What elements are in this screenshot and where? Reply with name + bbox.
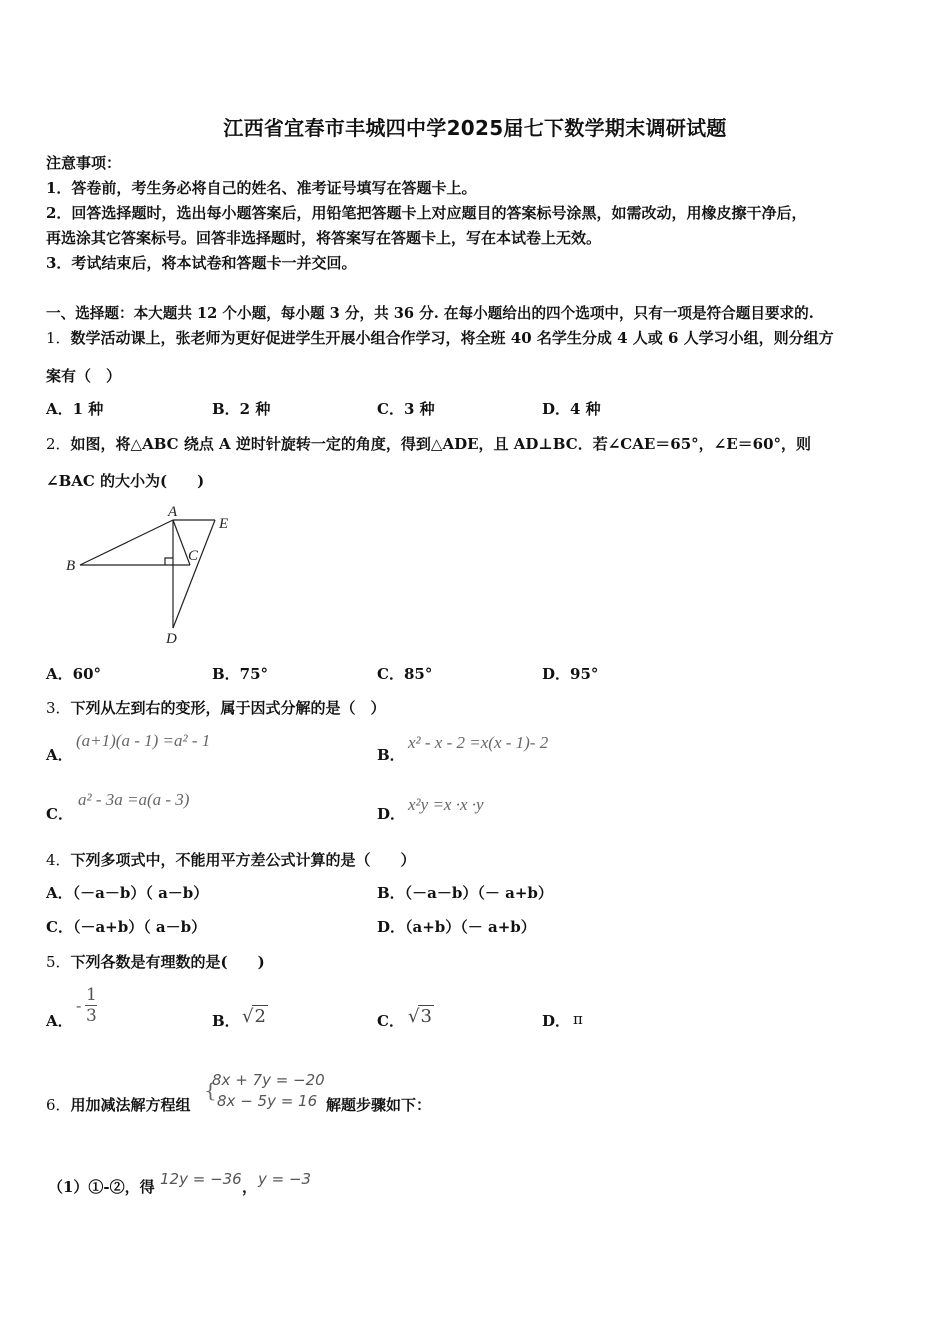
- question-1-number: 1．: [46, 329, 71, 347]
- question-6-stem-pre: [46, 1094, 191, 1115]
- question-2-option-a[interactable]: A．60°: [46, 665, 102, 683]
- question-2-line-1: [46, 433, 811, 454]
- question-4-text: 下列多项式中，不能用平方差公式计算的是（ ）: [70, 851, 416, 869]
- question-2-option-c[interactable]: C．85°: [377, 665, 433, 683]
- question-1-option-b[interactable]: B．2 种: [212, 400, 271, 418]
- label-C: C: [188, 548, 199, 564]
- question-3-option-d-label[interactable]: D．: [377, 805, 406, 823]
- fraction-one-third: [85, 985, 97, 1026]
- question-5-option-b-value: [242, 1005, 268, 1027]
- equation-2: 8x − 5y = 16: [217, 1092, 318, 1110]
- exam-title: 江西省宜春市丰城四中学2025届七下数学期末调研试题: [223, 116, 727, 140]
- label-D: D: [166, 631, 177, 647]
- question-1-line-2: 案有（ ）: [46, 367, 122, 385]
- question-5-stem: [46, 951, 265, 972]
- question-5-option-d-label[interactable]: D．: [542, 1012, 571, 1030]
- label-E: E: [219, 516, 229, 532]
- question-6-text: 用加减法解方程组: [70, 1096, 191, 1114]
- question-1-line-1: [46, 327, 834, 348]
- question-1-option-d[interactable]: D．4 种: [542, 400, 601, 418]
- step-1-expression-1: 12y = −36: [160, 1170, 242, 1188]
- notice-item-2-line-1: 2．回答选择题时，选出每小题答案后，用铅笔把答题卡上对应题目的答案标号涂黑，如需改动，用橡皮擦干净后，: [46, 204, 807, 222]
- notice-item-3: 3．考试结束后，将本试卷和答题卡一并交回。: [46, 254, 357, 272]
- question-3-option-a-expression: (a+1)(a - 1) =a² - 1: [76, 731, 211, 750]
- question-3-text: 下列从左到右的变形，属于因式分解的是（ ）: [70, 699, 386, 717]
- question-5-option-c-label[interactable]: C．: [377, 1012, 404, 1030]
- question-4-option-d[interactable]: D．（a+b）（－ a+b）: [377, 918, 536, 936]
- triangle-rotation-figure: [60, 500, 250, 650]
- question-5-option-b-label[interactable]: B．: [212, 1012, 240, 1030]
- question-5-number: 5．: [46, 953, 71, 971]
- sqrt-3: √3: [408, 1006, 432, 1027]
- question-1-option-c[interactable]: C．3 种: [377, 400, 435, 418]
- question-4-option-a[interactable]: A．（－a－b）（ a－b）: [46, 884, 209, 902]
- question-5-option-a-value: [76, 985, 97, 1026]
- sqrt-2: √2: [242, 1006, 266, 1027]
- question-4-stem: [46, 849, 416, 870]
- section-heading: 一、选择题：本大题共 12 个小题，每小题 3 分，共 36 分. 在每小题给出的四个选项中，只有一项是符合题目要求的.: [46, 305, 814, 322]
- step-1-label: （1）①-②，得: [48, 1178, 155, 1196]
- question-3-option-c-expression: a² - 3a =a(a - 3): [78, 790, 190, 809]
- notice-item-1: 1．答卷前，考生务必将自己的姓名、准考证号填写在答题卡上。: [46, 179, 477, 197]
- question-3-option-a-label[interactable]: A．: [46, 746, 73, 764]
- question-5-option-d-value: π: [573, 1010, 583, 1028]
- question-1-option-a[interactable]: A．1 种: [46, 400, 104, 418]
- question-4-option-b[interactable]: B．（－a－b）（－ a+b）: [377, 884, 553, 902]
- question-5-text: 下列各数是有理数的是( ): [70, 953, 265, 971]
- question-3-option-b-expression: x² - x - 2 =x(x - 1)- 2: [408, 733, 549, 752]
- question-3-stem: [46, 697, 386, 718]
- fraction-denominator: 3: [85, 1006, 97, 1026]
- question-1-text: 数学活动课上，张老师为更好促进学生开展小组合作学习，将全班 40 名学生分成 4 人或 6 人学习小组，则分组方: [70, 329, 834, 347]
- question-2-line-2: ∠BAC 的大小为( ): [46, 472, 205, 490]
- question-6-stem-post: 解题步骤如下：: [326, 1096, 432, 1114]
- question-4-option-c[interactable]: C．（－a+b）（ a－b）: [46, 918, 207, 936]
- question-3-number: 3．: [46, 699, 71, 717]
- question-2-option-d[interactable]: D．95°: [542, 665, 599, 683]
- equation-1: 8x + 7y = −20: [212, 1071, 325, 1089]
- question-6-step-1: [48, 1176, 155, 1197]
- question-2-option-b[interactable]: B．75°: [212, 665, 269, 683]
- question-3-option-b-label[interactable]: B．: [377, 746, 405, 764]
- question-4-number: 4．: [46, 851, 71, 869]
- question-6-number: 6．: [46, 1096, 71, 1114]
- question-2-text: 如图，将△ABC 绕点 A 逆时针旋转一定的角度，得到△ADE，且 AD⊥BC．若∠CAE＝65°，∠E＝60°，则: [70, 435, 812, 453]
- fraction-numerator: 1: [85, 985, 97, 1005]
- right-angle-mark: [165, 558, 173, 565]
- question-3-option-c-label[interactable]: C．: [46, 805, 73, 823]
- step-1-expression-2: y = −3: [258, 1170, 312, 1188]
- label-B: B: [66, 558, 76, 574]
- segment-BA: [80, 520, 173, 565]
- step-1-separator: ，: [242, 1178, 258, 1196]
- question-5-option-a-label[interactable]: A．: [46, 1012, 73, 1030]
- question-2-number: 2．: [46, 435, 71, 453]
- question-3-option-d-expression: x²y =x ·x ·y: [408, 795, 484, 814]
- label-A: A: [168, 504, 178, 520]
- system-brace: {: [204, 1078, 217, 1102]
- question-5-option-c-value: [408, 1005, 434, 1027]
- minus-sign: -: [76, 996, 82, 1015]
- notice-heading: 注意事项：: [46, 154, 122, 172]
- notice-item-2-line-2: 再选涂其它答案标号。回答非选择题时，将答案写在答题卡上，写在本试卷上无效。: [46, 229, 602, 247]
